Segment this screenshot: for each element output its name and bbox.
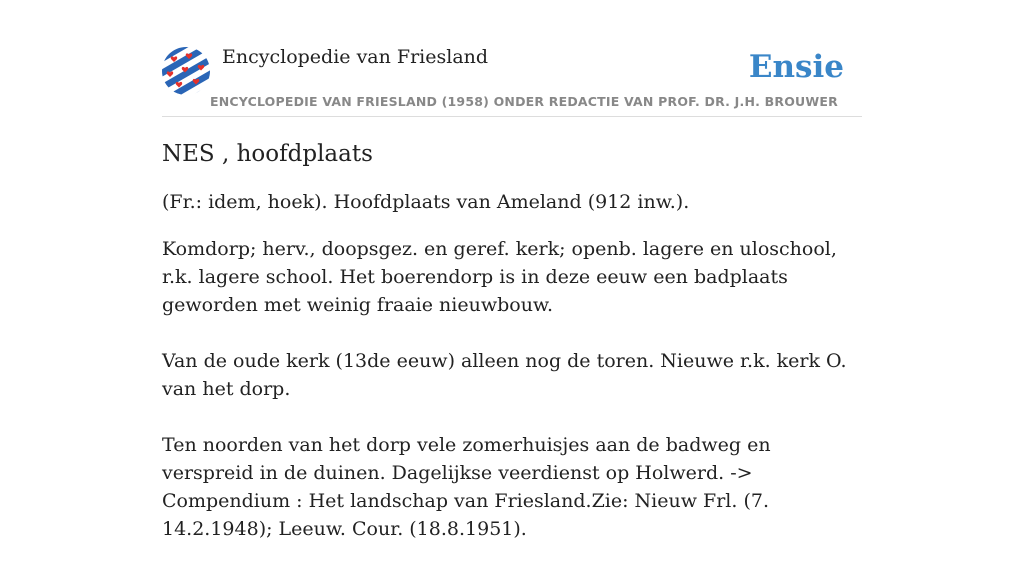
- frisian-flag-icon[interactable]: [162, 47, 210, 95]
- article: [162, 138, 862, 571]
- encyclopedia-subtitle: ENCYCLOPEDIE VAN FRIESLAND (1958) ONDER REDACTIE VAN PROF. DR. J.H. BROUWER: [210, 94, 838, 109]
- article-paragraph: Komdorp; herv., doopsgez. en geref. kerk; openb. lagere en uloschool, r.k. lagere school. Het boerendorp is in deze eeuw een badplaats geworden met weinig fraaie nieuwbouw.: [162, 238, 837, 316]
- site-header: [162, 44, 862, 117]
- ensie-brand-link[interactable]: Ensie: [748, 49, 844, 85]
- article-lead: (Fr.: idem, hoek). Hoofdplaats van Ameland (912 inw.).: [162, 191, 690, 213]
- article-paragraph: Van de oude kerk (13de eeuw) alleen nog de toren. Nieuwe r.k. kerk O. van het dorp.: [162, 350, 847, 400]
- article-paragraph: Ten noorden van het dorp vele zomerhuisjes aan de badweg en verspreid in de duinen. Dagelijkse veerdienst op Holwerd. -> Compendium : Het landschap van Friesland.Zie: Nieuw Frl. (7. 14.2.1948); Leeuw. Cour. (18.8.1951).: [162, 434, 771, 540]
- site-title[interactable]: Encyclopedie van Friesland: [222, 46, 489, 68]
- article-title: NES , hoofdplaats: [162, 141, 373, 167]
